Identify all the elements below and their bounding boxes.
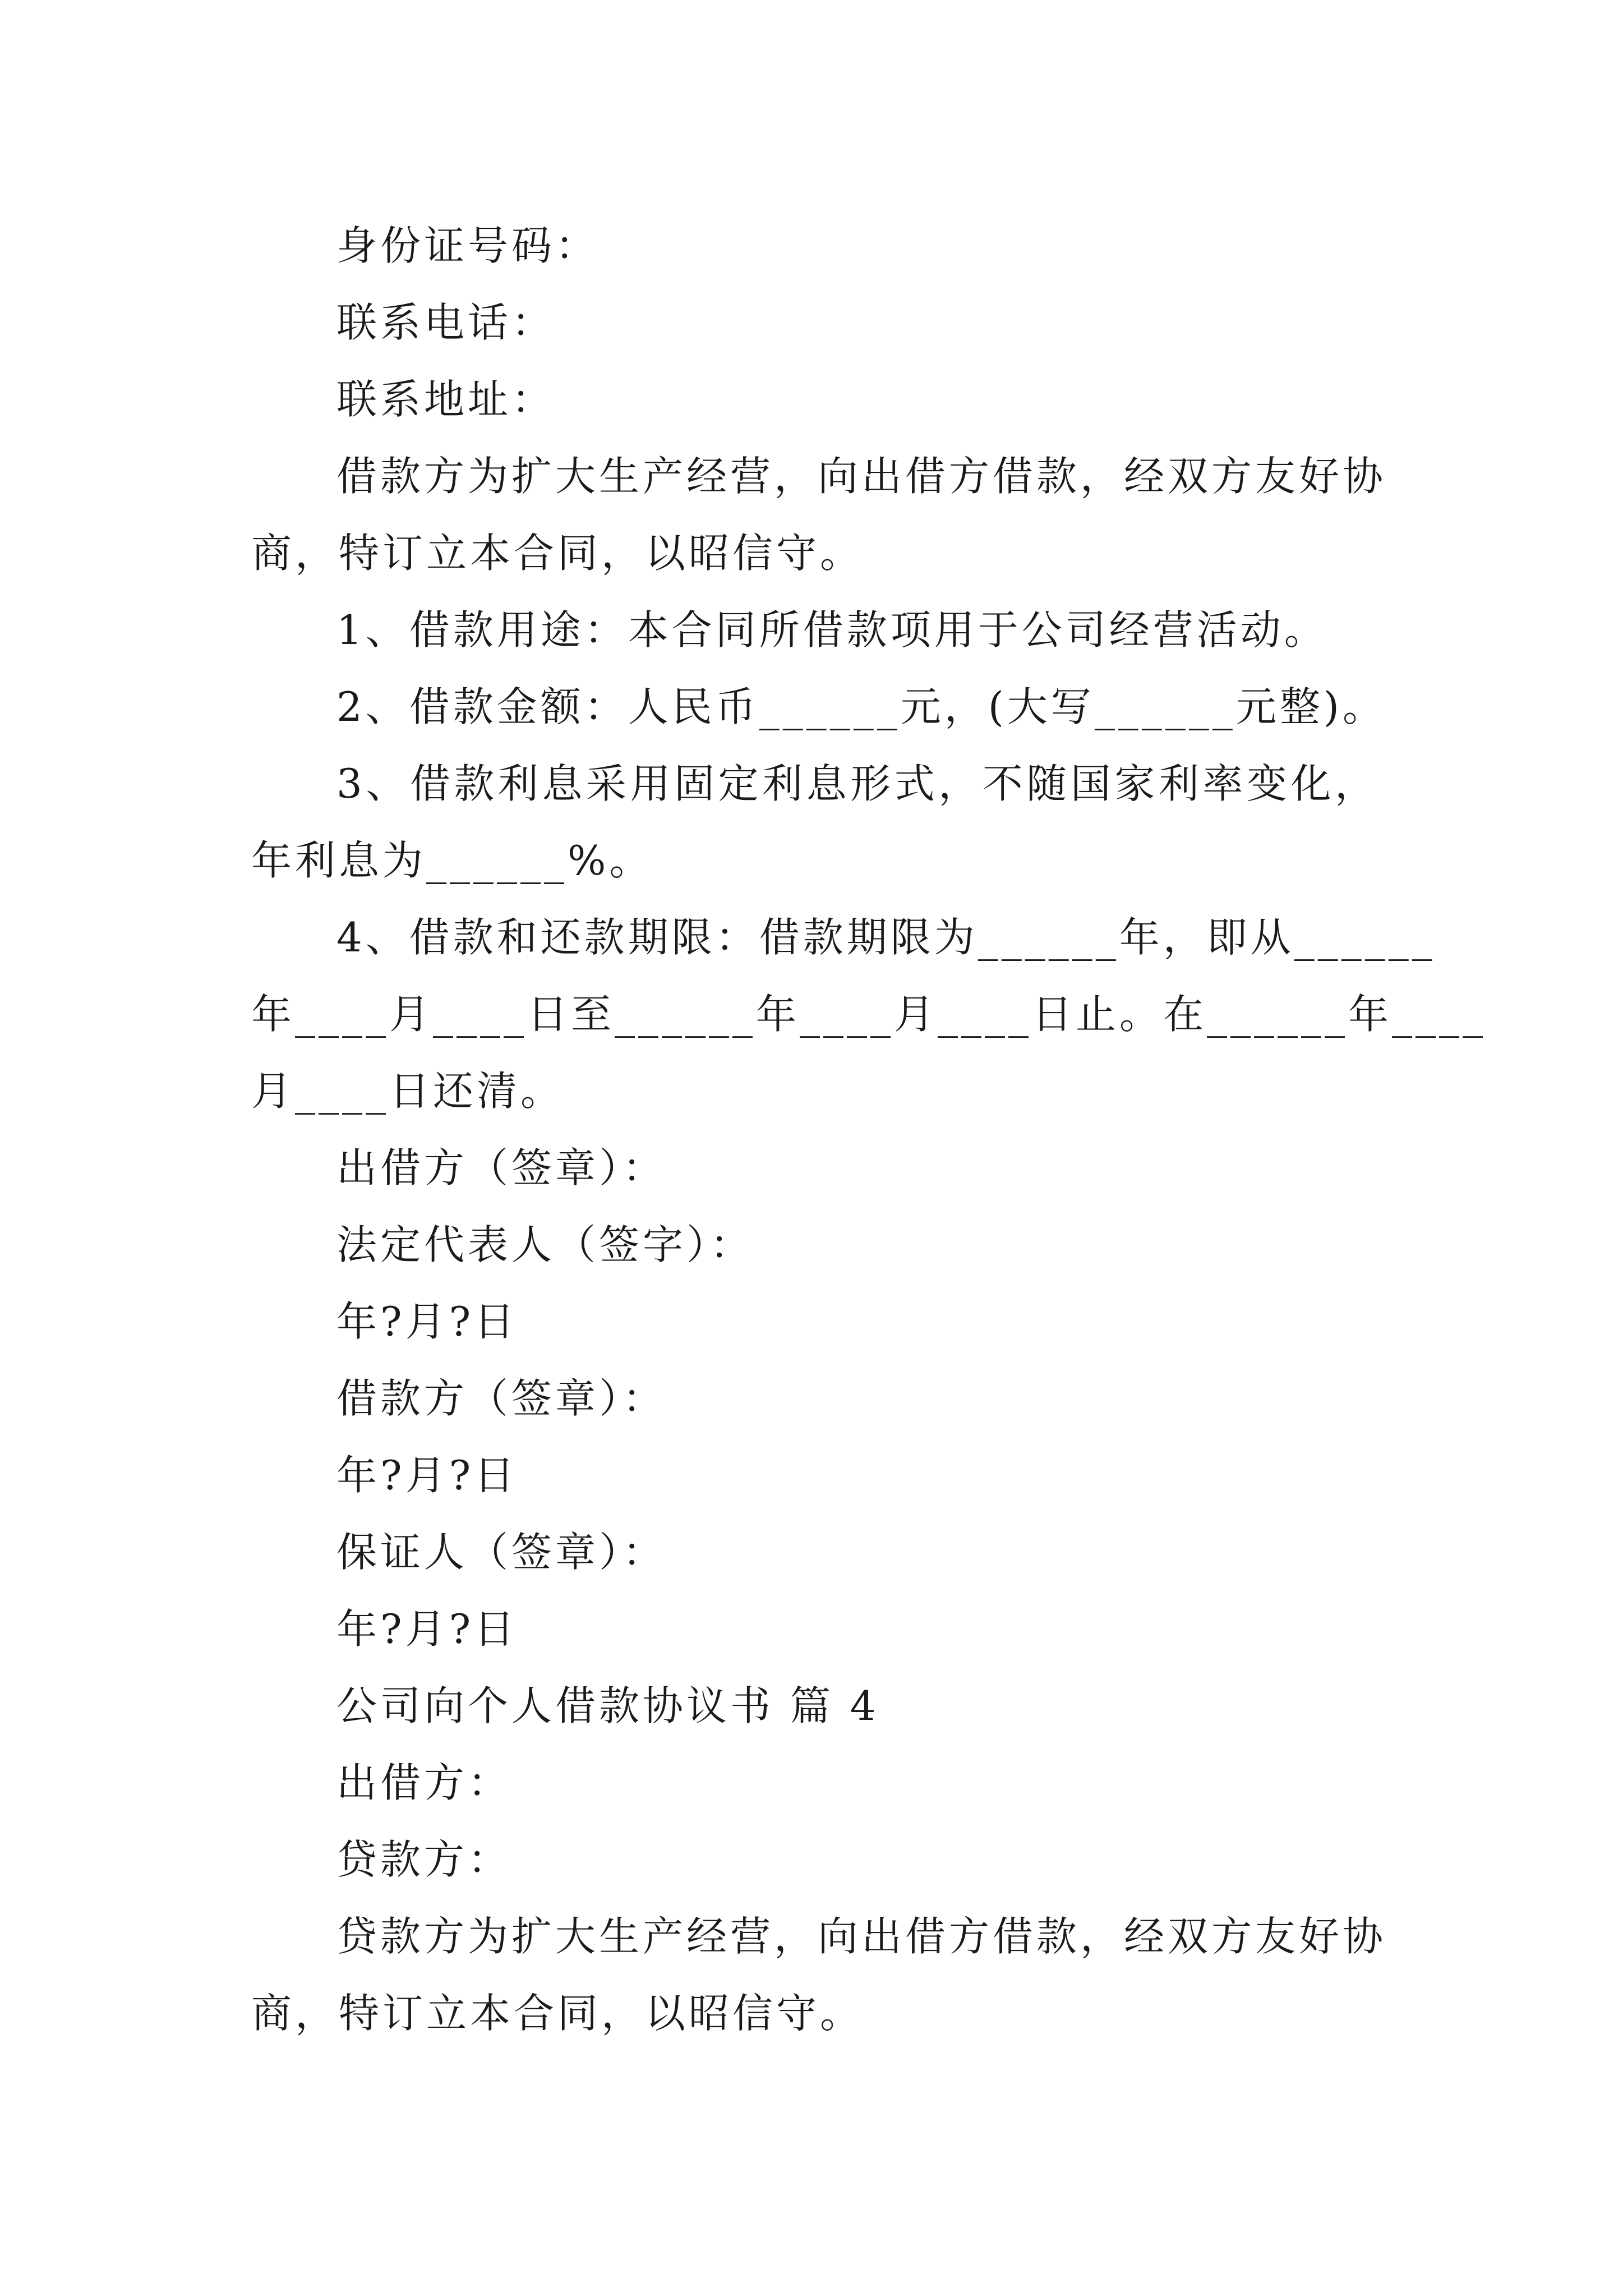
borrower-label: 贷款方： <box>336 1836 512 1883</box>
borrower-date: 年?月?日 <box>336 1452 518 1499</box>
section-heading: 公司向个人借款协议书 篇 4 <box>336 1682 879 1729</box>
clause-4-term-line-2: 年____月____日至______年____月____日止。在______年____ <box>251 991 1487 1038</box>
clause-3-interest-line-1: 3、借款利息采用固定利息形式，不随国家利率变化， <box>336 760 1378 807</box>
clause-1-purpose: 1、借款用途：本合同所借款项用于公司经营活动。 <box>336 606 1328 654</box>
document-page <box>251 208 1487 2052</box>
preamble-2-line-1: 贷款方为扩大生产经营，向出借方借款，经双方友好协 <box>336 1913 1387 1960</box>
clause-4-term-line-1: 4、借款和还款期限：借款期限为______年，即从______ <box>336 914 1436 961</box>
borrower-signature-label: 借款方（签章）： <box>336 1375 667 1422</box>
lender-date: 年?月?日 <box>336 1298 518 1345</box>
clause-2-amount: 2、借款金额：人民币______元，(大写______元整)。 <box>336 683 1386 730</box>
clause-3-interest-line-2: 年利息为______%。 <box>251 837 653 884</box>
preamble-line-2: 商，特订立本合同，以昭信守。 <box>251 530 864 577</box>
clause-4-term-line-3: 月____日还清。 <box>251 1068 565 1115</box>
lender-label: 出借方： <box>336 1759 512 1806</box>
id-number-label: 身份证号码： <box>336 222 600 269</box>
phone-label: 联系电话： <box>336 299 556 346</box>
guarantor-date: 年?月?日 <box>336 1605 518 1653</box>
preamble-line-1: 借款方为扩大生产经营，向出借方借款，经双方友好协 <box>336 453 1387 500</box>
guarantor-signature-label: 保证人（签章）： <box>336 1529 667 1576</box>
lender-signature-label: 出借方（签章）： <box>336 1144 667 1191</box>
legal-rep-signature-label: 法定代表人（签字）： <box>336 1221 754 1268</box>
preamble-2-line-2: 商，特订立本合同，以昭信守。 <box>251 1990 864 2037</box>
address-label: 联系地址： <box>336 376 556 423</box>
